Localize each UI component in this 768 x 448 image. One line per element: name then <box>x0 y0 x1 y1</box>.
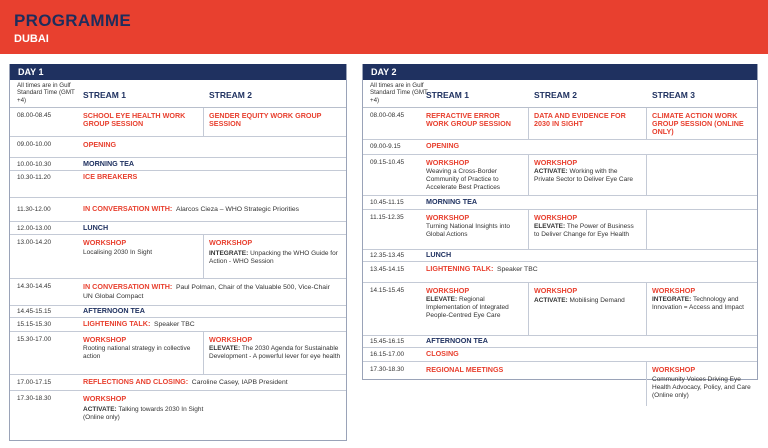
workshop-stream2 <box>534 214 639 239</box>
workshop-theme: ELEVATE: <box>209 345 241 352</box>
workshop-stream3 <box>652 366 752 400</box>
schedule-row <box>10 279 346 306</box>
time-slot: 15.45-16.15 <box>370 338 405 345</box>
time-slot: 08.00-08.45 <box>17 112 52 119</box>
stream1-heading: STREAM 1 <box>83 90 126 100</box>
schedule-row <box>10 171 346 198</box>
session-entry <box>83 320 195 329</box>
schedule-row <box>10 137 346 158</box>
stream3-heading: STREAM 3 <box>652 90 695 100</box>
workshop-detail: Localising 2030 In Sight <box>83 249 153 256</box>
session-title: OPENING <box>83 140 117 149</box>
break-title: AFTERNOON TEA <box>83 306 145 315</box>
workshop-detail: The 2030 Agenda for Sustainable Development - A powerful lever for eye health <box>209 345 341 360</box>
schedule-row <box>10 222 346 235</box>
workshop-stream2 <box>534 159 639 184</box>
workshop-stream2 <box>534 287 642 305</box>
time-slot: 09.15-10.45 <box>370 159 405 166</box>
time-slot: 13.00-14.20 <box>17 239 52 246</box>
time-slot: 09.00-9.15 <box>370 143 401 150</box>
session-title: GENDER EQUITY WORK GROUP SESSION <box>209 111 322 128</box>
day2-panel <box>362 64 758 399</box>
time-slot: 14.15-15.45 <box>370 287 405 294</box>
workshop-heading: WORKSHOP <box>652 286 696 295</box>
workshop-heading: WORKSHOP <box>83 394 127 403</box>
session-label: IN CONVERSATION WITH: <box>83 282 173 291</box>
time-slot: 10.00-10.30 <box>17 161 52 168</box>
workshop-detail: Weaving a Cross-Border Community of Practice to Accelerate Best Practices <box>426 168 501 191</box>
stream2-heading: STREAM 2 <box>209 90 252 100</box>
schedule-row <box>10 198 346 222</box>
time-slot: 13.45-14.15 <box>370 266 405 273</box>
workshop-detail: Working with the Private Sector to Deliver Eye Care <box>534 168 633 183</box>
session-detail: Paul Polman, Chair of the Valuable 500, Vice-Chair UN Global Compact <box>83 284 330 300</box>
break-title: LUNCH <box>426 250 452 259</box>
time-slot: 10.45-11.15 <box>370 199 404 206</box>
break-title: MORNING TEA <box>426 197 478 206</box>
workshop-theme: ACTIVATE: <box>83 406 117 413</box>
schedule-row <box>10 108 346 137</box>
session-entry <box>83 282 338 301</box>
day1-header: DAY 1 <box>10 64 346 80</box>
session-title: OPENING <box>426 141 460 150</box>
schedule-row <box>10 375 346 391</box>
workshop-detail: Community Voices Driving Eye Health Advocacy, Policy, and Care (Online only) <box>652 376 751 399</box>
session-title: SCHOOL EYE HEALTH WORK GROUP SESSION <box>83 111 186 128</box>
schedule-row <box>363 250 757 262</box>
time-slot: 12.35-13.45 <box>370 252 405 259</box>
workshop-heading: WORKSHOP <box>534 286 578 295</box>
schedule-row <box>10 332 346 375</box>
workshop-stream1 <box>83 395 213 422</box>
time-slot: 16.15-17.00 <box>370 351 405 358</box>
workshop-detail: Turning National Insights into Global Actions <box>426 223 510 238</box>
workshop-theme: ACTIVATE: <box>534 168 568 175</box>
city-label: DUBAI <box>14 33 49 45</box>
session-entry <box>83 378 288 387</box>
session-entry <box>426 265 538 274</box>
programme-banner <box>0 0 768 54</box>
timezone-note: All times are in Gulf Standard Time (GMT +4) <box>17 82 75 104</box>
schedule-row <box>10 235 346 279</box>
workshop-heading: WORKSHOP <box>534 213 578 222</box>
schedule-row <box>363 140 757 155</box>
schedule-row <box>363 348 757 362</box>
workshop-stream1 <box>83 239 193 257</box>
time-slot: 17.30-18.30 <box>370 366 405 373</box>
time-slot: 15.30-17.00 <box>17 336 52 343</box>
session-label: LIGHTENING TALK: <box>426 264 494 273</box>
stream2-heading: STREAM 2 <box>534 90 577 100</box>
workshop-stream1 <box>426 214 521 239</box>
time-slot: 08.00-08.45 <box>370 112 405 119</box>
session-detail: Speaker TBC <box>496 266 538 273</box>
workshop-detail: Technology and Innovation = Access and Impact <box>652 296 744 311</box>
session-detail: Speaker TBC <box>153 321 195 328</box>
schedule-row <box>363 196 757 210</box>
time-slot: 14.45-15.15 <box>17 308 52 315</box>
session-detail: Caroline Casey, IAPB President <box>191 379 288 386</box>
session-title: DATA AND EVIDENCE FOR 2030 IN SIGHT <box>534 111 626 128</box>
session-label: IN CONVERSATION WITH: <box>83 204 173 213</box>
break-title: LUNCH <box>83 223 109 232</box>
workshop-theme: INTEGRATE: <box>209 250 249 257</box>
workshop-stream1 <box>83 336 195 361</box>
workshop-detail: Rooting national strategy in collective action <box>83 345 191 360</box>
schedule-row <box>10 391 346 436</box>
break-title: MORNING TEA <box>83 159 135 168</box>
workshop-stream1 <box>426 159 521 192</box>
session-label: LIGHTENING TALK: <box>83 319 151 328</box>
workshop-heading: WORKSHOP <box>83 238 127 247</box>
workshop-heading: WORKSHOP <box>426 158 470 167</box>
workshop-heading: WORKSHOP <box>83 335 127 344</box>
schedule-row <box>10 306 346 318</box>
workshop-stream1 <box>426 287 524 320</box>
session-title: CLOSING <box>426 349 459 358</box>
time-slot: 10.30-11.20 <box>17 174 51 181</box>
stream1-heading: STREAM 1 <box>426 90 469 100</box>
workshop-heading: WORKSHOP <box>426 286 470 295</box>
session-title: ICE BREAKERS <box>83 172 138 181</box>
schedule-row <box>363 283 757 336</box>
break-title: AFTERNOON TEA <box>426 336 488 345</box>
workshop-stream3 <box>652 287 752 312</box>
workshop-theme: INTEGRATE: <box>652 296 692 303</box>
workshop-heading: WORKSHOP <box>534 158 578 167</box>
workshop-detail: The Power of Business to Deliver Change for Eye Health <box>534 223 634 238</box>
schedule-row <box>10 158 346 171</box>
workshop-heading: WORKSHOP <box>209 238 253 247</box>
session-title: REGIONAL MEETINGS <box>426 365 504 374</box>
time-slot: 14.30-14.45 <box>17 283 52 290</box>
schedule-row <box>363 210 757 250</box>
workshop-theme: ACTIVATE: <box>534 297 568 304</box>
time-slot: 17.00-17.15 <box>17 379 52 386</box>
session-entry <box>83 205 299 214</box>
workshop-detail: Talking towards 2030 In Sight (Online only) <box>83 406 204 421</box>
schedule-row <box>363 262 757 283</box>
schedule-row <box>363 362 757 406</box>
workshop-detail: Unpacking the WHO Guide for Action - WHO Session <box>209 250 338 265</box>
programme-title: PROGRAMME <box>14 11 131 30</box>
day1-panel <box>9 64 347 441</box>
schedule-row <box>10 318 346 332</box>
workshop-heading: WORKSHOP <box>426 213 470 222</box>
time-slot: 11.15-12.35 <box>370 214 404 221</box>
workshop-detail: Mobilising Demand <box>569 297 625 304</box>
session-label: REFLECTIONS AND CLOSING: <box>83 377 189 386</box>
time-slot: 09.00-10.00 <box>17 141 52 148</box>
workshop-theme: ELEVATE: <box>426 296 458 303</box>
day1-column-header <box>10 80 346 108</box>
workshop-detail: Regional Implementation of Integrated People-Centred Eye Care <box>426 296 509 319</box>
day2-header: DAY 2 <box>363 64 757 80</box>
workshop-stream2 <box>209 336 344 361</box>
schedule-row <box>363 155 757 196</box>
time-slot: 12.00-13.00 <box>17 225 52 232</box>
workshop-heading: WORKSHOP <box>209 335 253 344</box>
workshop-theme: ELEVATE: <box>534 223 566 230</box>
session-title: CLIMATE ACTION WORK GROUP SESSION (ONLINE ONLY) <box>652 111 744 136</box>
time-slot: 15.15-15.30 <box>17 321 52 328</box>
time-slot: 17.30-18.30 <box>17 395 52 402</box>
session-detail: Alarcos Cieza – WHO Strategic Priorities <box>175 206 300 213</box>
timezone-note: All times are in Gulf Standard Time (GMT +4) <box>370 82 428 104</box>
day2-column-header <box>363 80 757 108</box>
workshop-heading: WORKSHOP <box>652 365 696 374</box>
schedule-row <box>363 336 757 348</box>
schedule-row <box>363 108 757 140</box>
time-slot: 11.30-12.00 <box>17 206 51 213</box>
workshop-stream2 <box>209 239 339 266</box>
session-title: REFRACTIVE ERROR WORK GROUP SESSION <box>426 111 511 128</box>
